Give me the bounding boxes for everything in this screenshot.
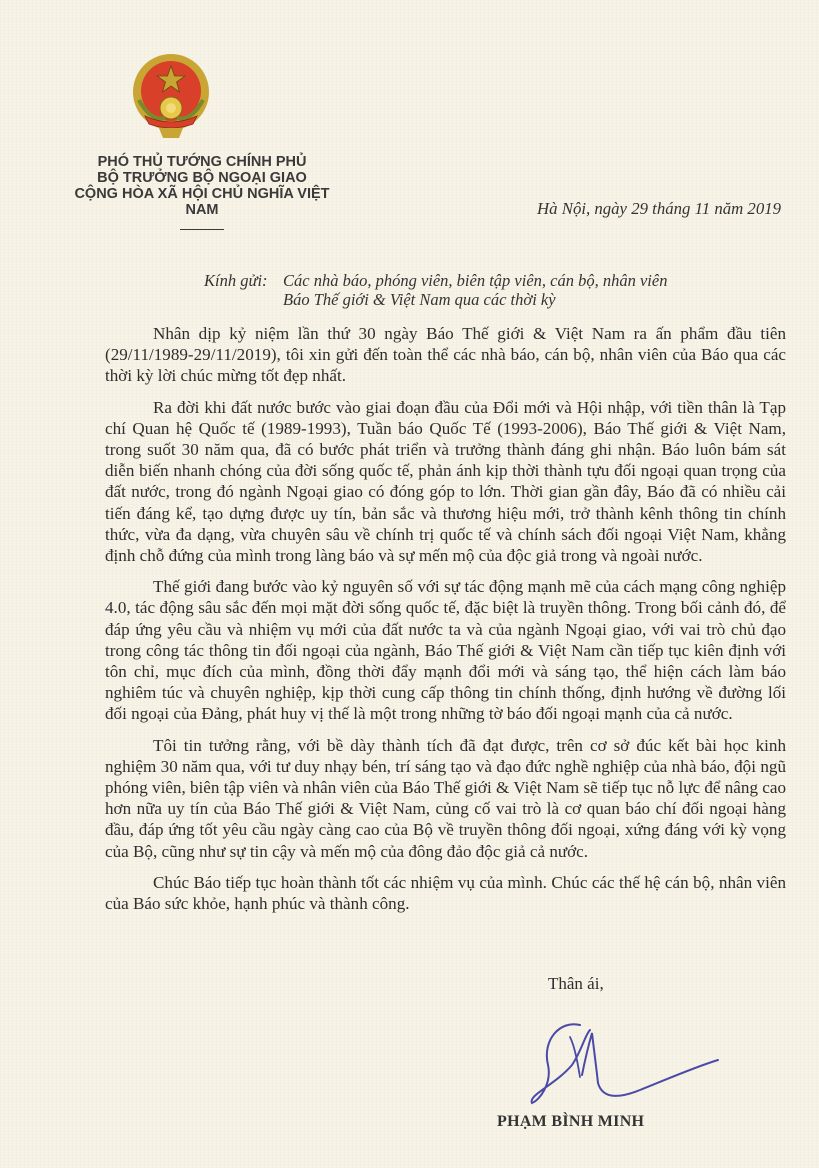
date-line: Hà Nội, ngày 29 tháng 11 năm 2019: [537, 199, 781, 218]
sender-title-line: PHÓ THỦ TƯỚNG CHÍNH PHỦ: [97, 154, 307, 170]
national-emblem-icon: [131, 52, 211, 140]
body-paragraph: Thế giới đang bước vào kỷ nguyên số với sự tác động mạnh mẽ của cách mạng công nghiệp 4.0, tác động sâu sắc đến mọi mặt đời sống quốc tế, đặc biệt là truyền thông. Trong bối cảnh đó, để đáp ứng yêu cầu và nhiệm vụ mới của đất nước ta và của ngành Ngoại giao, với vai trò chủ đạo trong công tác thông tin đối ngoại của ngành, Báo Thế giới & Việt Nam cần tiếp tục kiên định với tôn chỉ, mục đích của mình, đồng thời đẩy mạnh đổi mới và sáng tạo, thể hiện cách làm báo nghiêm túc và chuyên nghiệp, kịp thời cung cấp thông tin chính thống, định hướng về đường lối đối ngoại của Đảng, phát huy vị thế là một trong những tờ báo đối ngoại mạnh của cả nước.: [105, 577, 786, 724]
sender-title-line: CỘNG HÒA XÃ HỘI CHỦ NGHĨA VIỆT NAM: [74, 186, 330, 218]
body-paragraph: Ra đời khi đất nước bước vào giai đoạn đầu của Đổi mới và Hội nhập, với tiền thân là Tạp chí Quan hệ Quốc tế (1989-1993), Tuần báo Quốc Tế (1993-2006), Báo Thế giới & Việt Nam, trong suốt 30 năm qua, đã có bước phát triển và trưởng thành đáng ghi nhận. Báo luôn bám sát diễn biến nhanh chóng của đời sống quốc tế, phản ánh kịp thời thành tựu đối ngoại quan trọng của đất nước, trong đó ngành Ngoại giao có đóng góp to lớn. Thời gian gần đây, Báo đã có nhiều cải tiến đáng kể, tạo dựng được uy tín, bản sắc và thương hiệu mới, trở thành kênh thông tin chính thức, vừa đa dạng, vừa chuyên sâu về chính trị quốc tế và chính sách đối ngoại Việt Nam, khẳng định chỗ đứng của mình trong làng báo và sự mến mộ của độc giả trong và ngoài nước.: [105, 397, 786, 566]
body-paragraph: Tôi tin tưởng rằng, với bề dày thành tích đã đạt được, trên cơ sở đúc kết bài học kinh nghiệm 30 năm qua, với tư duy nhạy bén, trí sáng tạo và đạo đức nghề nghiệp của nhà báo, đội ngũ phóng viên, biên tập viên và nhân viên của Báo Thế giới & Việt Nam sẽ tiếp tục nỗ lực để nâng cao hơn nữa uy tín của Báo Thế giới & Việt Nam, củng cố vai trò là cơ quan báo chí đối ngoại hàng đầu, đáp ứng tốt yêu cầu ngày càng cao của Bộ về truyền thông đối ngoại, xứng đáng với kỳ vọng của Bộ, cũng như sự tin cậy và mến mộ của đông đảo độc giả cả nước.: [105, 735, 786, 861]
sender-title-line: BỘ TRƯỞNG BỘ NGOẠI GIAO: [97, 170, 307, 186]
letter-body: [105, 323, 786, 924]
handwritten-signature-icon: [530, 1005, 730, 1105]
signer-name: PHẠM BÌNH MINH: [497, 1113, 645, 1130]
closing-line: Thân ái,: [548, 974, 604, 993]
sender-header: [60, 154, 344, 230]
body-paragraph: Nhân dịp kỷ niệm lần thứ 30 ngày Báo Thế giới & Việt Nam ra ấn phẩm đầu tiên (29/11/1989-29/11/2019), tôi xin gửi đến toàn thể các nhà báo, cán bộ, nhân viên của Báo qua các thời kỳ lời chúc mừng tốt đẹp nhất.: [105, 324, 786, 386]
salutation: [204, 271, 667, 309]
body-paragraph: Chúc Báo tiếp tục hoàn thành tốt các nhiệm vụ của mình. Chúc các thế hệ cán bộ, nhân viên của Báo sức khỏe, hạnh phúc và thành công.: [105, 872, 786, 914]
salutation-label: Kính gửi:: [204, 271, 268, 290]
salutation-recipients-line-2: Báo Thế giới & Việt Nam qua các thời kỳ: [283, 290, 556, 309]
header-divider: [180, 229, 224, 230]
salutation-recipients-line-1: Các nhà báo, phóng viên, biên tập viên, cán bộ, nhân viên: [283, 271, 668, 290]
